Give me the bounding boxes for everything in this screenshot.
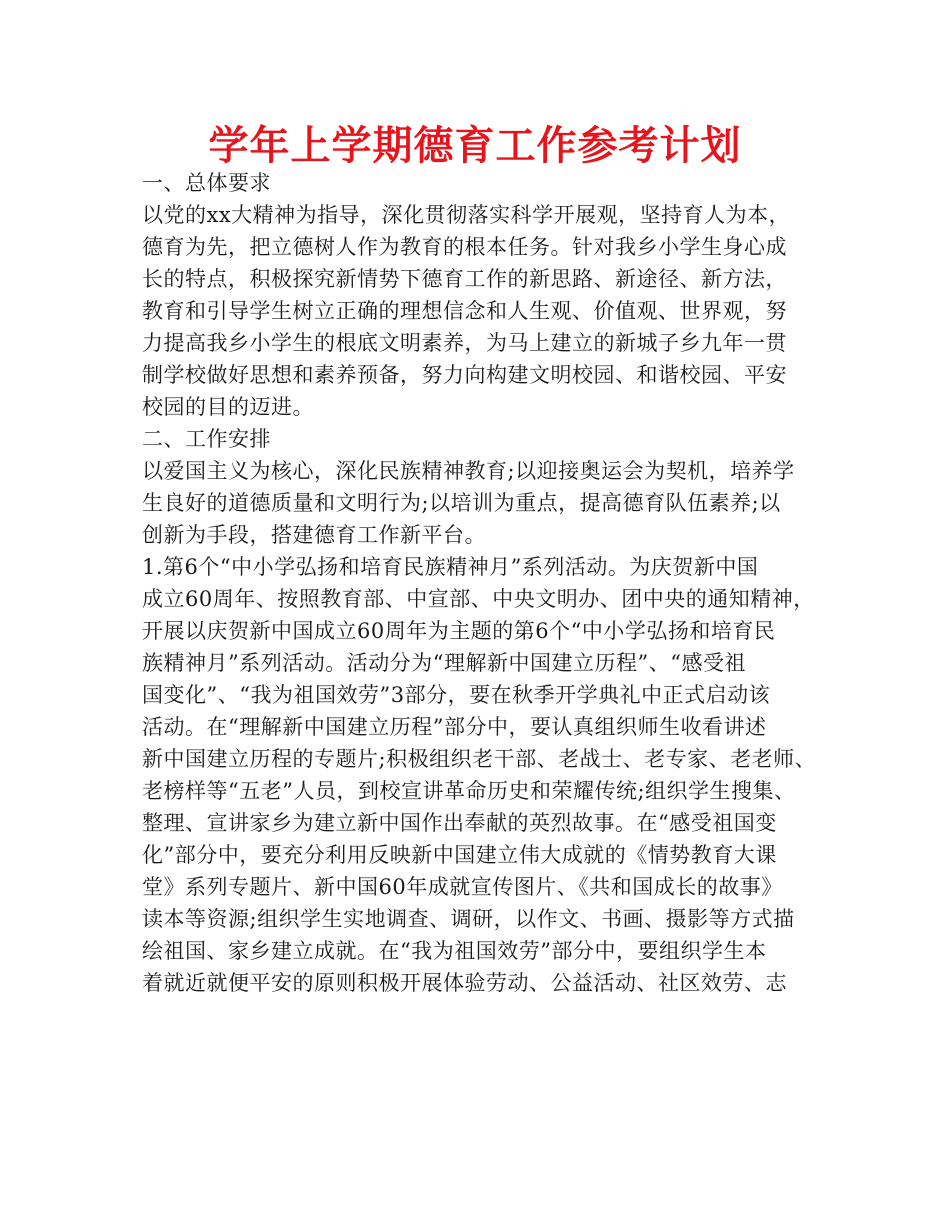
body-line: 着就近就便平安的原则积极开展体验劳动、公益活动、社区效劳、志: [142, 971, 787, 995]
body-line: 老榜样等“五老”人员，到校宣讲革命历史和荣耀传统;组织学生搜集、: [142, 779, 796, 803]
body-line: 1.第6个“中小学弘扬和培育民族精神月”系列活动。为庆贺新中国: [142, 555, 759, 579]
body-line: 整理、宣讲家乡为建立新中国作出奉献的英烈故事。在“感受祖国变: [142, 811, 777, 835]
body-line: 创新为手段，搭建德育工作新平台。: [142, 523, 486, 547]
body-line: 读本等资源;组织学生实地调查、调研，以作文、书画、摄影等方式描: [142, 907, 795, 931]
body-line: 堂》系列专题片、新中国60年成就宣传图片、《共和国成长的故事》: [142, 875, 783, 899]
body-line: 制学校做好思想和素养预备，努力向构建文明校园、和谐校园、平安: [142, 363, 787, 387]
body-line: 开展以庆贺新中国成立60周年为主题的第6个“中小学弘扬和培育民: [142, 619, 776, 643]
section-heading-overall-requirements: 一、总体要求: [142, 171, 271, 195]
body-line: 力提高我乡小学生的根底文明素养，为马上建立的新城子乡九年一贯: [142, 331, 787, 355]
body-line: 绘祖国、家乡建立成就。在“我为祖国效劳”部分中，要组织学生本: [142, 939, 767, 963]
section-heading-work-arrangement: 二、工作安排: [142, 427, 271, 451]
body-line: 以党的xx大精神为指导，深化贯彻落实科学开展观，坚持育人为本，: [142, 203, 791, 227]
body-line: 生良好的道德质量和文明行为;以培训为重点，提高德育队伍素养;以: [142, 491, 781, 515]
body-line: 族精神月”系列活动。活动分为“理解新中国建立历程”、“感受祖: [142, 651, 746, 675]
body-line: 德育为先，把立德树人作为教育的根本任务。针对我乡小学生身心成: [142, 235, 787, 259]
body-line: 新中国建立历程的专题片;积极组织老干部、老战士、老专家、老老师、: [142, 747, 817, 771]
body-line: 教育和引导学生树立正确的理想信念和人生观、价值观、世界观，努: [142, 299, 787, 323]
body-line: 化”部分中，要充分利用反映新中国建立伟大成就的《情势教育大课: [142, 843, 777, 867]
body-line: 校园的目的迈进。: [142, 395, 314, 419]
body-line: 长的特点，积极探究新情势下德育工作的新思路、新途径、新方法，: [142, 267, 787, 291]
body-line: 成立60周年、按照教育部、中宣部、中央文明办、团中央的通知精神，: [142, 587, 815, 611]
body-line: 活动。在“理解新中国建立历程”部分中，要认真组织师生收看讲述: [142, 715, 767, 739]
body-line: 以爱国主义为核心，深化民族精神教育;以迎接奥运会为契机，培养学: [142, 459, 795, 483]
body-line: 国变化”、“我为祖国效劳”3部分，要在秋季开学典礼中正式启动该: [142, 683, 771, 707]
document-title: 学年上学期德育工作参考计划: [208, 123, 742, 169]
document-body: [142, 167, 822, 999]
